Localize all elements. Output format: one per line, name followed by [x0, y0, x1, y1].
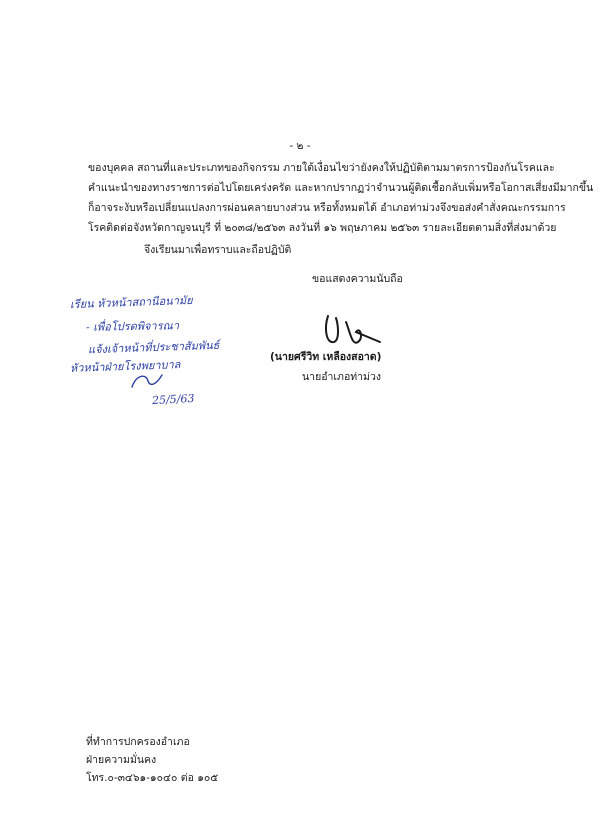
handwritten-line: หัวหน้าฝ่ายโรงพยาบาล	[69, 358, 181, 375]
body-line: ของบุคคล สถานที่และประเภทของกิจกรรม ภายใต้เงื่อนไขว่ายังคงให้ปฏิบัติตามมาตรการป้องกันโรคและ	[88, 162, 555, 174]
body-paragraph	[88, 158, 594, 238]
handwritten-date: 25/5/63	[151, 391, 195, 408]
signer-title: นายอำเภอท่าม่วง	[302, 371, 382, 383]
closing-line: จึงเรียนมาเพื่อทราบและถือปฏิบัติ	[144, 244, 292, 256]
footer-line: ฝ่ายความมั่นคง	[86, 754, 157, 766]
signer-name: (นายศรีวิท เหลืองสอาด)	[270, 351, 382, 363]
handwritten-line: - เพื่อโปรดพิจารณา	[85, 319, 180, 334]
handwritten-initial-mark	[128, 369, 168, 393]
signature-mark	[320, 312, 390, 352]
body-line: โรคติดต่อจังหวัดกาญจนบุรี ที่ ๒๐๓๘/๒๕๖๓ ลงวันที่ ๑๖ พฤษภาคม ๒๕๖๓ รายละเอียดตามสิ่งที่ส่งมาด้วย	[88, 222, 557, 234]
footer-contact	[86, 733, 218, 787]
regards-line: ขอแสดงความนับถือ	[312, 273, 403, 285]
handwritten-line: เรียน หัวหน้าสถานีอนามัย	[69, 293, 193, 312]
footer-line: ที่ทำการปกครองอำเภอ	[86, 736, 190, 748]
page-number: - ๒ -	[289, 140, 311, 152]
body-line: คำแนะนำของทางราชการต่อไปโดยเคร่งครัด และหากปรากฏว่าจำนวนผู้ติดเชื้อกลับเพิ่มหรือโอกาสเสี่ยงมีมากขึ้น	[88, 182, 594, 194]
body-line: ก็อาจระงับหรือเปลี่ยนแปลงการผ่อนคลายบางส่วน หรือทั้งหมดได้ อำเภอท่าม่วงจึงขอส่งคำสั่งคณะกรรมการ	[88, 202, 566, 214]
handwritten-line: แจ้งเจ้าหน้าที่ประชาสัมพันธ์	[87, 338, 220, 357]
footer-line: โทร.๐-๓๔๖๑-๑๐๔๐ ต่อ ๑๐๕	[86, 772, 219, 784]
